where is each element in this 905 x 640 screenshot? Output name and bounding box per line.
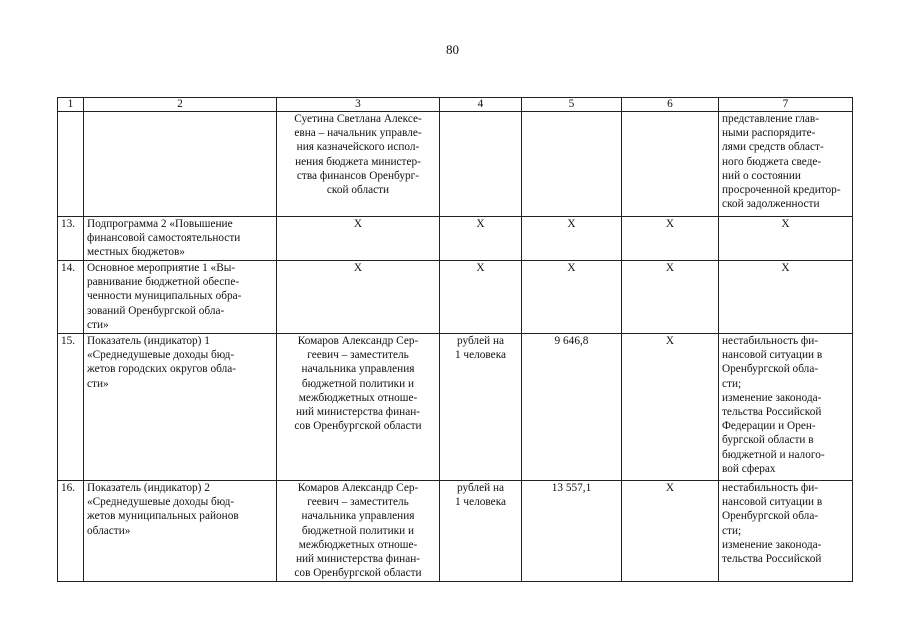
column-6-cell bbox=[622, 112, 719, 217]
column-6-cell: X bbox=[622, 481, 719, 582]
column-header: 5 bbox=[522, 98, 622, 112]
responsible-cell: Суетина Светлана Алексе- евна – начальник управле- ния казначейского испол- нения бюджета министер- ства финансов Оренбург- ской области bbox=[277, 112, 440, 217]
name-cell: Показатель (индикатор) 2 «Среднедушевые доходы бюд- жетов муниципальных районов области» bbox=[84, 481, 277, 582]
name-cell: Показатель (индикатор) 1 «Среднедушевые доходы бюд- жетов городских округов обла- сти» bbox=[84, 334, 277, 481]
risks-cell: представление глав- ными распорядите- лями средств област- ного бюджета сведе- ний о состоянии просроченной кредитор- ской задолженности bbox=[719, 112, 853, 217]
table-row bbox=[58, 481, 853, 582]
responsible-cell: X bbox=[277, 217, 440, 261]
page-number: 80 bbox=[446, 42, 459, 57]
column-header: 3 bbox=[277, 98, 440, 112]
column-header: 2 bbox=[84, 98, 277, 112]
responsible-cell: Комаров Александр Сер- геевич – заместитель начальника управления бюджетной политики и межбюджетных отноше- ний министерства финан- сов Оренбургской области bbox=[277, 481, 440, 582]
row-number-cell: 16. bbox=[58, 481, 84, 582]
table-row bbox=[58, 334, 853, 481]
unit-cell bbox=[440, 112, 522, 217]
column-header: 4 bbox=[440, 98, 522, 112]
column-header: 7 bbox=[719, 98, 853, 112]
risks-cell: нестабильность фи- нансовой ситуации в Оренбургской обла- сти; изменение законода- тельства Российской Федерации и Орен- бургской области в бюджетной и налого- вой сферах bbox=[719, 334, 853, 481]
table-row bbox=[58, 217, 853, 261]
table-row bbox=[58, 261, 853, 334]
column-6-cell: X bbox=[622, 334, 719, 481]
value-cell: X bbox=[522, 261, 622, 334]
unit-cell: X bbox=[440, 217, 522, 261]
row-number-cell: 15. bbox=[58, 334, 84, 481]
value-cell: 9 646,8 bbox=[522, 334, 622, 481]
name-cell: Основное мероприятие 1 «Вы- равнивание бюджетной обеспе- ченности муниципальных обра- зований Оренбургской обла- сти» bbox=[84, 261, 277, 334]
risks-cell: нестабильность фи- нансовой ситуации в Оренбургской обла- сти; изменение законода- тельства Российской bbox=[719, 481, 853, 582]
row-number-cell: 13. bbox=[58, 217, 84, 261]
column-header: 6 bbox=[622, 98, 719, 112]
name-cell: Подпрограмма 2 «Повышение финансовой самостоятельности местных бюджетов» bbox=[84, 217, 277, 261]
row-number-cell: 14. bbox=[58, 261, 84, 334]
unit-cell: рублей на 1 человека bbox=[440, 334, 522, 481]
table-header-row bbox=[58, 98, 853, 112]
column-6-cell: X bbox=[622, 261, 719, 334]
responsible-cell: X bbox=[277, 261, 440, 334]
unit-cell: X bbox=[440, 261, 522, 334]
value-cell: 13 557,1 bbox=[522, 481, 622, 582]
table-row bbox=[58, 112, 853, 217]
indicator-table bbox=[57, 97, 853, 582]
responsible-cell: Комаров Александр Сер- геевич – заместитель начальника управления бюджетной политики и межбюджетных отноше- ний министерства финан- сов Оренбургской области bbox=[277, 334, 440, 481]
column-header: 1 bbox=[58, 98, 84, 112]
name-cell bbox=[84, 112, 277, 217]
unit-cell: рублей на 1 человека bbox=[440, 481, 522, 582]
value-cell bbox=[522, 112, 622, 217]
row-number-cell bbox=[58, 112, 84, 217]
risks-cell: X bbox=[719, 217, 853, 261]
risks-cell: X bbox=[719, 261, 853, 334]
value-cell: X bbox=[522, 217, 622, 261]
column-6-cell: X bbox=[622, 217, 719, 261]
